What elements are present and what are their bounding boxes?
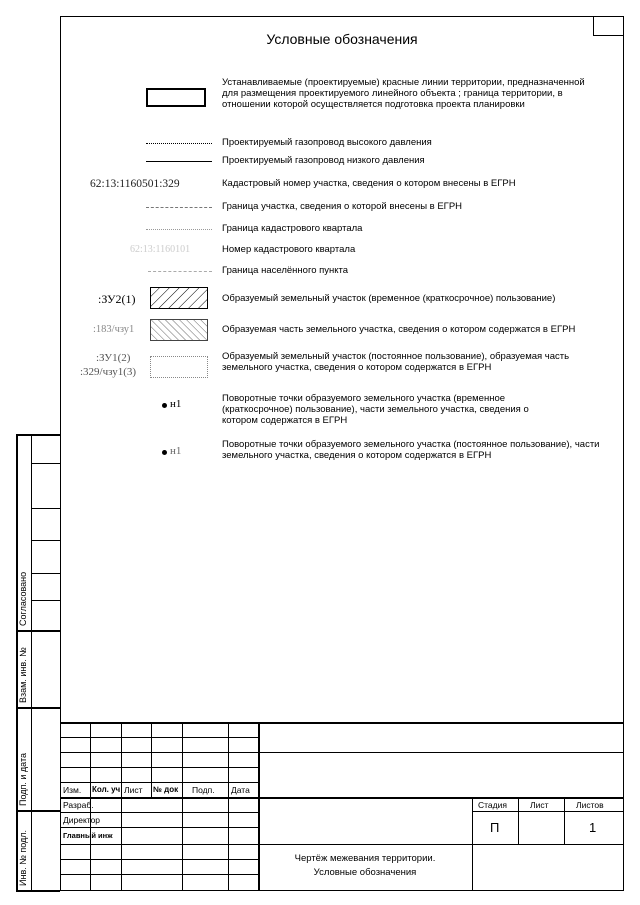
stamp-sheets-value: 1	[589, 820, 597, 835]
gas-low-text: Проектируемый газопровод низкого давления	[222, 155, 425, 166]
side-agreed-label: Согласовано	[18, 571, 28, 626]
perm-text: Образуемый земельный участок (постоянное пользование), образуемая часть земельного участка, сведения о котором содержатся в ЕГРН	[222, 351, 570, 373]
stamp-sheet-label: Лист	[530, 800, 549, 810]
stamp-director: Директор	[63, 815, 101, 825]
side-replaced-label: Взам. инв. №	[18, 647, 28, 703]
page-title: Условные обозначения	[266, 31, 418, 47]
red-lines-symbol	[146, 88, 206, 107]
parcel-border-line	[146, 207, 212, 208]
quarter-border-line	[146, 229, 212, 230]
points-perm-text: Поворотные точки образуемого земельного участка (постоянное пользование), части земельного участка, сведения о котором содержатся в ЕГРН	[222, 439, 600, 461]
stamp-chief: Главный инж	[63, 831, 113, 840]
stamp-doc-title-1: Чертёж межевания территории.	[294, 853, 436, 864]
stamp-doc-title-2: Условные обозначения	[313, 867, 417, 878]
settlement-border-text: Граница населённого пункта	[222, 265, 349, 276]
quarter-number-text: Номер кадастрового квартала	[222, 244, 356, 255]
side-sign-date-label: Подп. и дата	[18, 752, 28, 806]
parcel-border-text: Граница участка, сведения о которой внесены в ЕГРН	[222, 201, 463, 212]
red-lines-text: Устанавливаемые (проектируемые) красные линии территории, предназначенной для размещения проектируемого линейного объекта ; граница территории, в отношении которой осуществляется подготовка проекта планировки	[222, 77, 585, 110]
gas-high-text: Проектируемый газопровод высокого давления	[222, 137, 432, 148]
points-temp-text: Поворотные точки образуемого земельного участка (временное (краткосрочное) пользование), части земельного участка, сведения о котором содержатся в ЕГРН	[222, 393, 529, 426]
temp-parcel-text: Образуемый земельный участок (временное (краткосрочное) пользование)	[222, 293, 556, 304]
settlement-border-line	[148, 271, 212, 272]
gas-low-line	[146, 161, 212, 162]
stamp-doc: № док	[153, 785, 179, 794]
stamp-razrab: Разраб.	[63, 800, 94, 810]
gas-high-line	[146, 143, 212, 144]
cad-number-text: Кадастровый номер участка, сведения о котором внесены в ЕГРН	[222, 178, 516, 189]
stamp-stage-label: Стадия	[478, 800, 507, 810]
perm-symbol	[150, 356, 208, 378]
points-perm-dot	[162, 450, 167, 455]
quarter-number-symbol: 62:13:1160101	[130, 244, 191, 255]
stamp-sheets-label: Листов	[576, 800, 604, 810]
temp-parcel-symbol-label: :ЗУ2(1)	[98, 292, 136, 306]
part-hatch	[150, 319, 208, 341]
points-temp-symbol: н1	[170, 398, 182, 410]
stamp-kol: Кол. уч	[92, 785, 120, 794]
perm-symbol-label-1: :ЗУ1(2)	[96, 352, 131, 364]
stamp-list: Лист	[124, 785, 143, 795]
points-perm-symbol: н1	[170, 445, 182, 457]
side-inv-label: Инв. № подл.	[18, 829, 28, 886]
stamp-podp: Подп.	[192, 785, 215, 795]
cad-number-symbol: 62:13:1160501:329	[90, 178, 180, 190]
quarter-border-text: Граница кадастрового квартала	[222, 223, 363, 234]
part-symbol-label: :183/чзу1	[93, 324, 135, 335]
perm-symbol-label-2: :329/чзу1(3)	[80, 366, 137, 378]
stamp-data: Дата	[231, 785, 250, 795]
points-temp-dot	[162, 403, 167, 408]
stamp-stage-value: П	[490, 820, 500, 835]
temp-parcel-hatch	[150, 287, 208, 309]
stamp-izm: Изм.	[63, 785, 82, 795]
part-text: Образуемая часть земельного участка, сведения о котором содержатся в ЕГРН	[222, 324, 576, 335]
